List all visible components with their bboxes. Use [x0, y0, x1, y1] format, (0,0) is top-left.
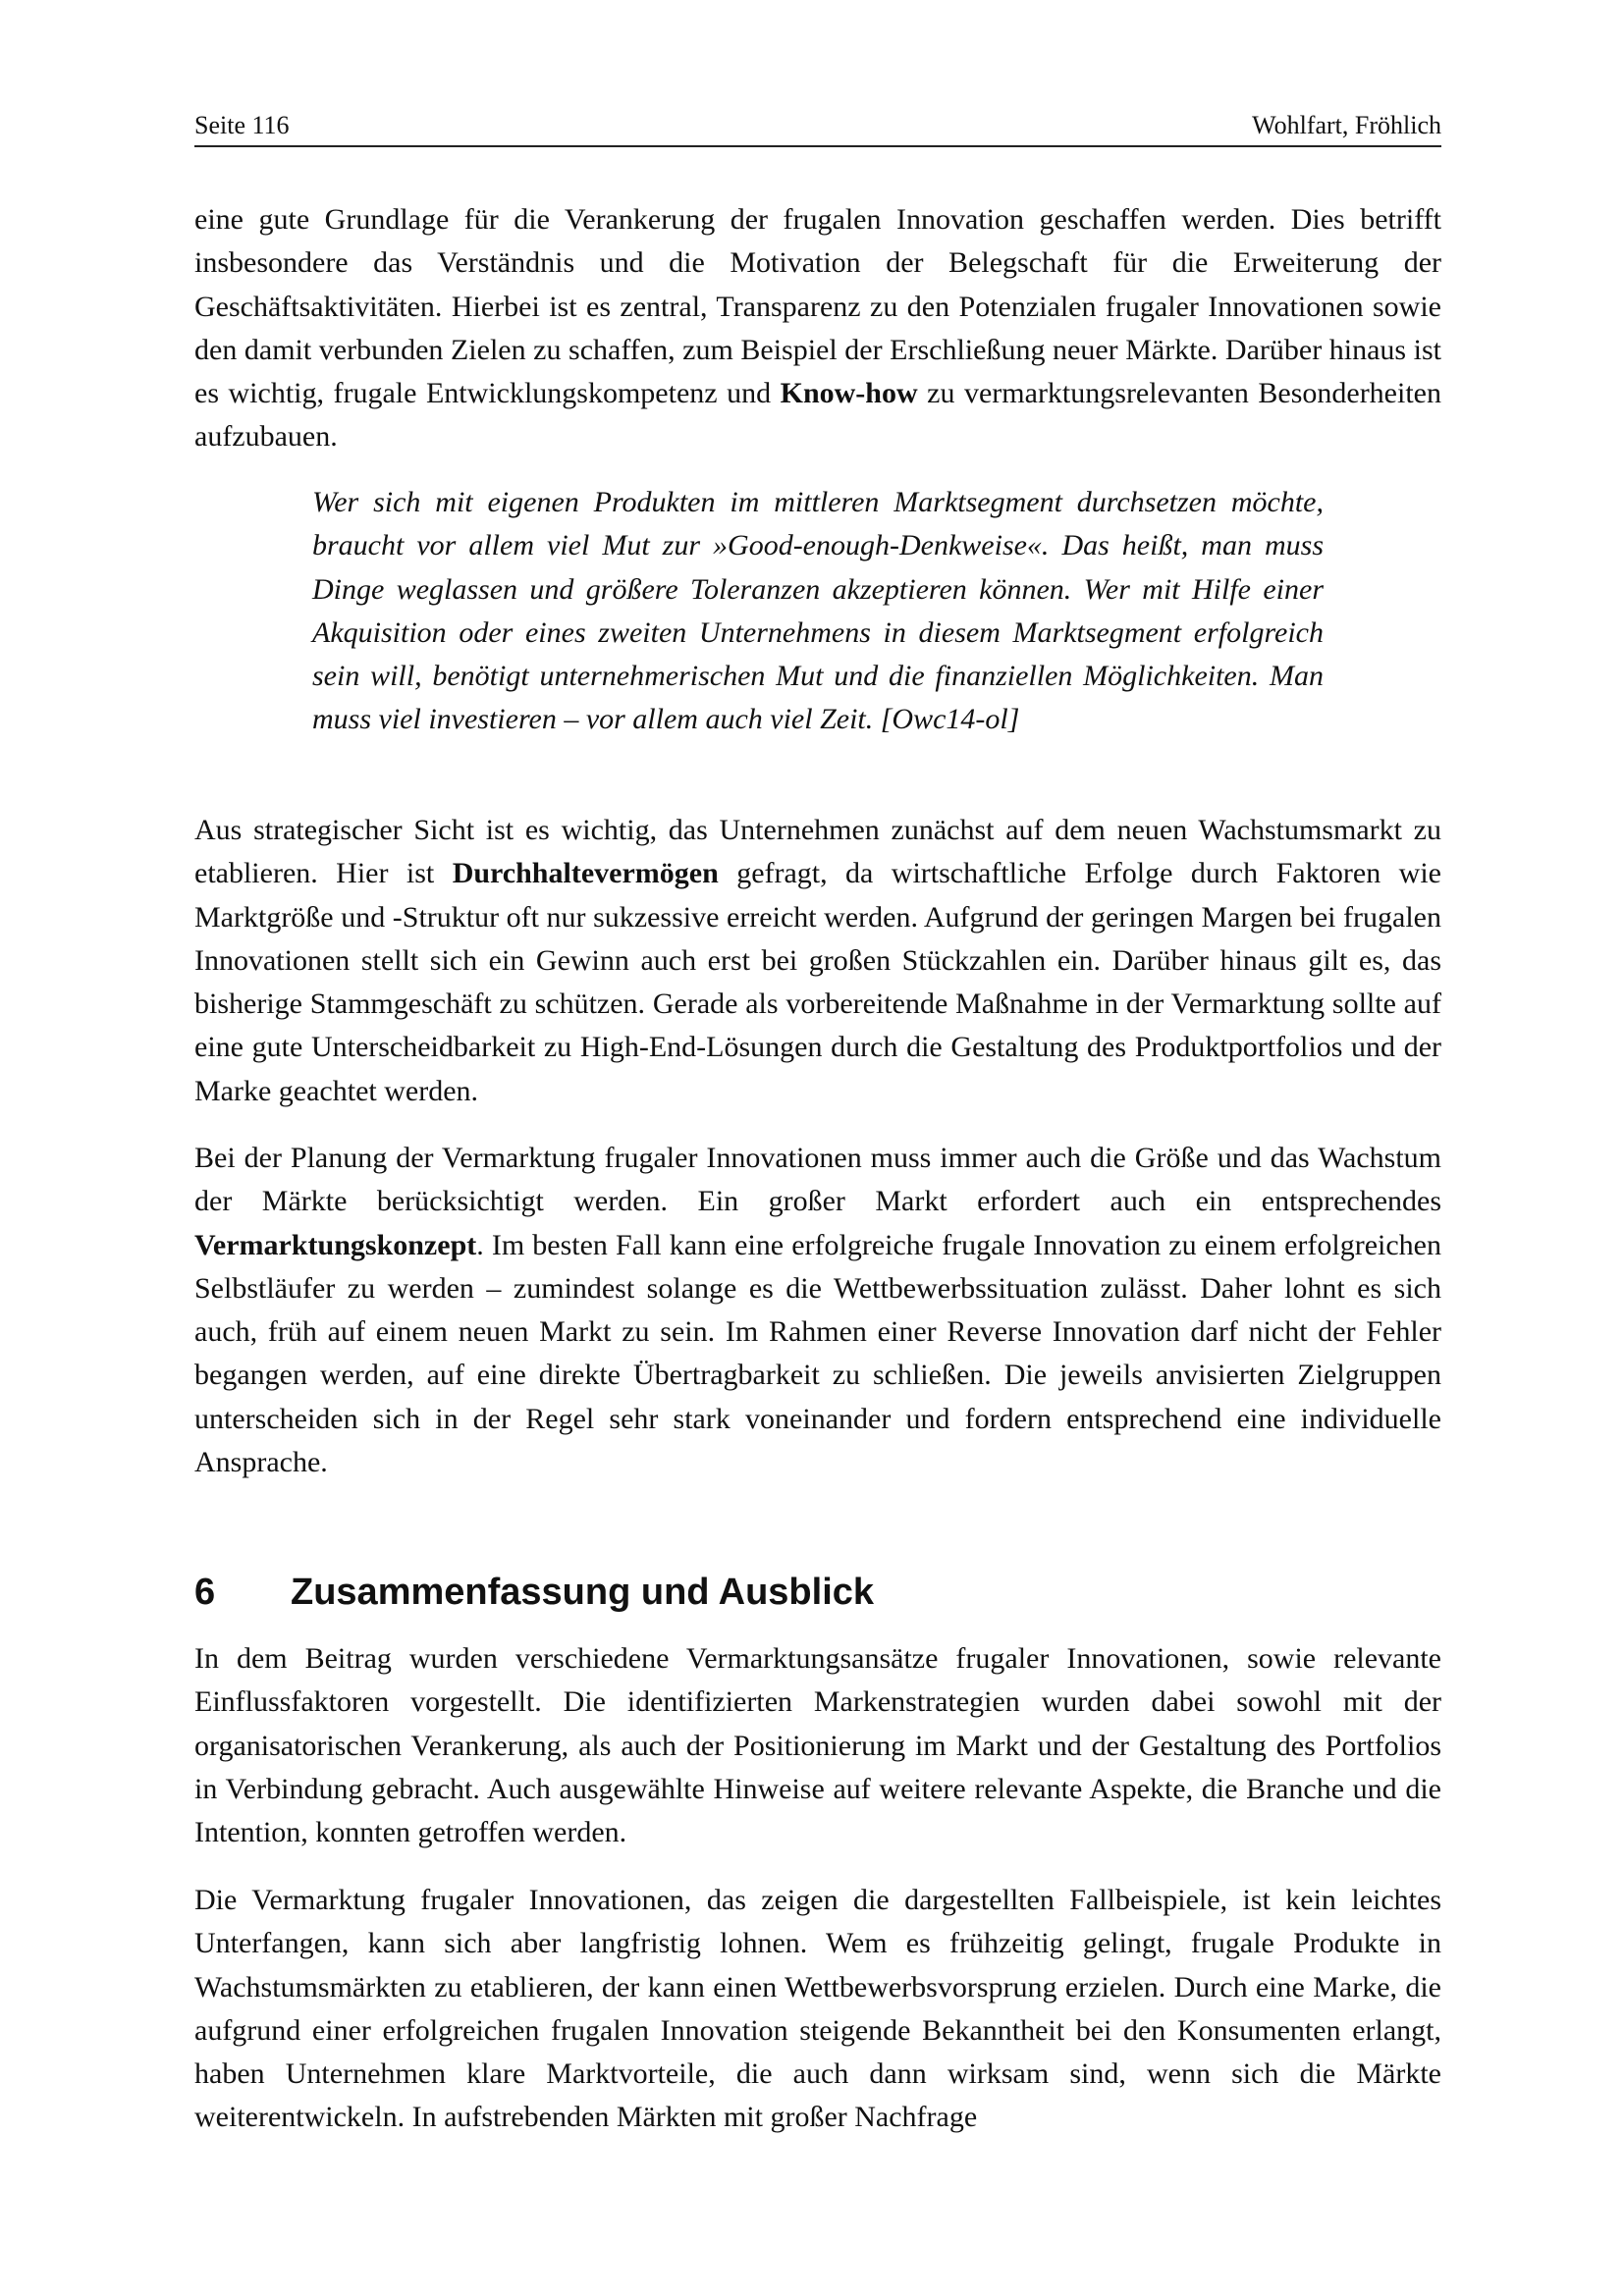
paragraph-1-bold: Know-how [780, 377, 918, 410]
paragraph-3-bold: Vermarktungskonzept [194, 1228, 477, 1261]
running-header [194, 106, 1441, 147]
paragraph-3 [194, 1137, 1441, 1484]
paragraph-1 [194, 198, 1441, 459]
paragraph-3-text-b: . Im besten Fall kann eine erfolgreiche frugale Innovation zu einem erfolgreichen Selbstläufer zu werden – zumindest solange es die Wettbewerbssituation zulässt. Daher lohnt es sich auch, früh auf einem neuen Markt zu sein. Im Rahmen einer Reverse Innovation darf nicht der Fehler begangen werden, auf eine direkte Übertragbarkeit zu schließen. Die jeweils anvisierten Zielgruppen unterscheiden sich in der Regel sehr stark voneinander und fordern entsprechend eine individuelle Ansprache. [194, 1228, 1441, 1479]
paragraph-5: Die Vermarktung frugaler Innovationen, das zeigen die dargestellten Fallbeispiele, ist kein leichtes Unterfangen, kann sich aber langfristig lohnen. Wem es frühzeitig gelingt, frugale Produkte in Wachstumsmärkten zu etablieren, der kann einen Wettbewerbsvorsprung erzielen. Durch eine Marke, die aufgrund einer erfolgreichen frugalen Innovation steigende Bekanntheit bei den Konsumenten erlangt, haben Unternehmen klare Marktvorteile, die auch dann wirksam sind, wenn sich die Märkte weiterentwickeln. In aufstrebenden Märkten mit großer Nachfrage [194, 1884, 1441, 2134]
paragraph-3-text-a: Bei der Planung der Vermarktung frugaler Innovationen muss immer auch die Größe und das Wachstum der Märkte berücksichtigt werden. Ein großer Markt erfordert auch ein entsprechendes [194, 1142, 1441, 1218]
block-quote: Wer sich mit eigenen Produkten im mittleren Marktsegment durchsetzen möchte, braucht vor allem viel Mut zur »Good-enough-Denkweise«. Das heißt, man muss Dinge weglassen und größere Toleranzen akzeptieren können. Wer mit Hilfe einer Akquisition oder eines zweiten Unternehmens in diesem Marktsegment erfolgreich sein will, benötigt unternehmerischen Mut und die finanziellen Möglichkeiten. Man muss viel investieren – vor allem auch viel Zeit. [Owc14-ol] [312, 486, 1324, 736]
paragraph-4: In dem Beitrag wurden verschiedene Vermarktungsansätze frugaler Innovationen, sowie relevante Einflussfaktoren vorgestellt. Die identifizierten Markenstrategien wurden dabei sowohl mit der organisatorischen Verankerung, als auch der Positionierung im Markt und der Gestaltung des Portfolios in Verbindung gebracht. Auch ausgewählte Hinweise auf weitere relevante Aspekte, die Branche und die Intention, konnten getroffen werden. [194, 1642, 1441, 1849]
paragraph-1-text-a: eine gute Grundlage für die Verankerung der frugalen Innovation geschaffen werden. Dies betrifft insbesondere das Verständnis und die Motivation der Belegschaft für die Erweiterung der Geschäftsaktivitäten. Hierbei ist es zentral, Transparenz zu den Potenzialen frugaler Innovationen sowie den damit verbunden Zielen zu schaffen, zum Beispiel der Erschließung neuer Märkte. Darüber hinaus ist es wichtig, frugale Entwicklungskompetenz und [194, 203, 1441, 410]
paragraph-1-text-b: zu vermarktungsrelevanten Besonderheiten aufzubauen. [194, 377, 1441, 454]
paragraph-2-text-b: gefragt, da wirtschaftliche Erfolge durch Faktoren wie Marktgröße und -Struktur oft nur sukzessive erreicht werden. Aufgrund der geringen Margen bei frugalen Innovationen stellt sich ein Gewinn auch erst bei großen Stückzahlen ein. Darüber hinaus gilt es, das bisherige Stammgeschäft zu schützen. Gerade als vorbereitende Maßnahme in der Vermarktung sollte auf eine gute Unterscheidbarkeit zu High-End-Lösungen durch die Gestaltung des Produktportfolios und der Marke geachtet werden. [194, 857, 1441, 1107]
section-number: 6 [194, 1572, 216, 1613]
page-number: Seite 116 [194, 111, 290, 139]
paragraph-2-text-a: Aus strategischer Sicht ist es wichtig, das Unternehmen zunächst auf dem neuen Wachstumsmarkt zu etablieren. Hier ist [194, 814, 1441, 890]
authors: Wohlfart, Fröhlich [1252, 111, 1441, 139]
paragraph-2-bold: Durchhaltevermögen [452, 857, 719, 890]
paragraph-2 [194, 809, 1441, 1113]
section-title: Zusammenfassung und Ausblick [291, 1572, 875, 1613]
